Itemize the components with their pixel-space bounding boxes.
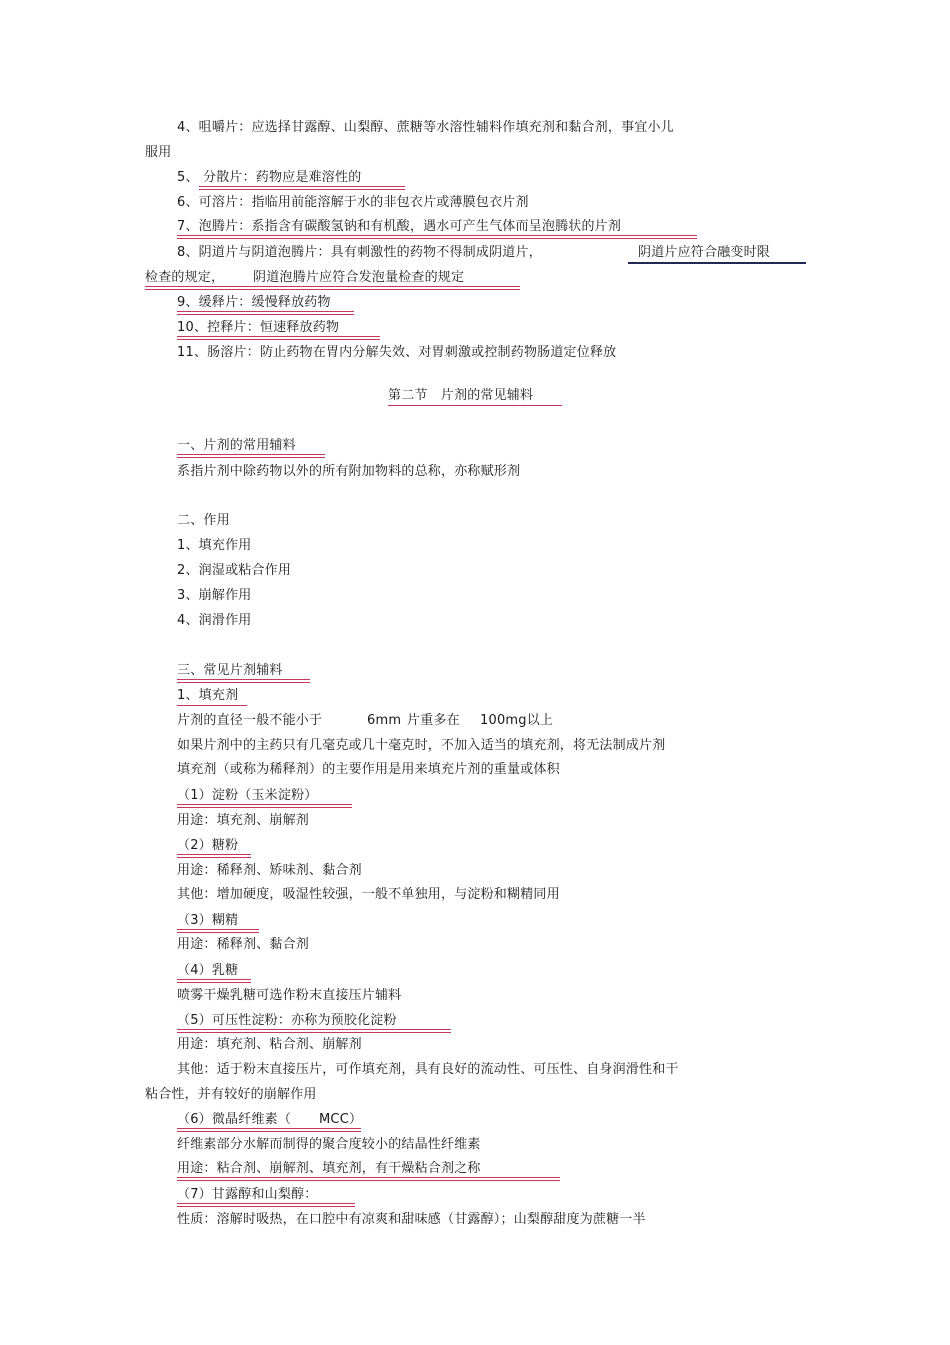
subheading: 1、填充剂: [177, 688, 239, 703]
text-line: 如果片剂中的主药只有几毫克或几十毫克时，不加入适当的填充剂，将无法制成片剂: [177, 738, 666, 753]
highlight-underline: [177, 804, 352, 808]
text-line: 用途：填充剂、粘合剂、崩解剂: [177, 1037, 362, 1052]
text-line: 5、 分散片：药物应是难溶性的: [177, 170, 362, 185]
heading: 二、作用: [177, 513, 230, 528]
highlight-underline: [628, 262, 806, 264]
highlight-underline: [177, 1029, 451, 1033]
item-heading: （6）微晶纤维素（: [177, 1112, 292, 1127]
text-line: 喷雾干燥乳糖可选作粉末直接压片辅料: [177, 988, 402, 1003]
text-line: 100mg以上: [480, 713, 554, 728]
highlight-underline: [199, 186, 405, 190]
highlight-underline: [177, 929, 259, 933]
text-line: 其他：增加硬度，吸湿性较强，一般不单独用，与淀粉和糊精同用: [177, 887, 560, 902]
text-line: 纤维素部分水解而制得的聚合度较小的结晶性纤维素: [177, 1137, 481, 1152]
text-line: 6、可溶片：指临用前能溶解于水的非包衣片或薄膜包衣片剂: [177, 195, 529, 210]
highlight-underline: [145, 286, 520, 290]
heading: 三、常见片剂辅料: [177, 663, 283, 678]
list-item: 1、填充作用: [177, 538, 252, 553]
text-line: 11、肠溶片：防止药物在胃内分解失效、对胃刺激或控制药物肠道定位释放: [177, 345, 617, 360]
text-line: 9、缓释片：缓慢释放药物: [177, 295, 331, 310]
highlight-underline: [177, 454, 325, 458]
highlight-underline: [177, 311, 354, 315]
item-heading: （2）糖粉: [177, 838, 239, 853]
title-underline: [388, 405, 562, 406]
text-line: 其他：适于粉末直接压片，可作填充剂，具有良好的流动性、可压性、自身润滑性和干: [177, 1062, 679, 1077]
text-line: 用途：填充剂、崩解剂: [177, 813, 310, 828]
text-line: 阴道泡腾片应符合发泡量检查的规定: [253, 270, 465, 285]
text-line: 填充剂（或称为稀释剂）的主要作用是用来填充片剂的重量或体积: [177, 762, 560, 777]
text-line: 性质：溶解时吸热，在口腔中有凉爽和甜味感（甘露醇）；山梨醇甜度为蔗糖一半: [177, 1212, 646, 1227]
item-heading: （1）淀粉（玉米淀粉）: [177, 788, 318, 803]
item-heading: （3）糊精: [177, 913, 239, 928]
text-line: 7、泡腾片：系指含有碳酸氢钠和有机酸，遇水可产生气体而呈泡腾状的片剂: [177, 219, 622, 234]
section-title: 第二节 片剂的常见辅料: [388, 388, 534, 403]
item-heading: （4）乳糖: [177, 963, 239, 978]
highlight-underline: [177, 679, 310, 683]
text-line: 10、控释片：恒速释放药物: [177, 320, 340, 335]
highlight-underline: [177, 1177, 560, 1181]
highlight-underline: [177, 979, 251, 983]
text-line: 6mm: [367, 713, 402, 728]
item-heading: （5）可压性淀粉：亦称为预胶化淀粉: [177, 1013, 397, 1028]
highlight-underline: [177, 235, 697, 239]
highlight-underline: [177, 1203, 355, 1207]
text-line: 系指片剂中除药物以外的所有附加物料的总称，亦称赋形剂: [177, 464, 521, 479]
item-heading: MCC）: [319, 1112, 363, 1127]
text-line: 用途：稀释剂、矫味剂、黏合剂: [177, 863, 362, 878]
highlight-underline: [177, 705, 247, 706]
text-line: 片剂的直径一般不能小于: [177, 713, 323, 728]
text-line: 服用: [145, 145, 172, 160]
text-line: 片重多在: [407, 713, 460, 728]
heading: 一、片剂的常用辅料: [177, 438, 296, 453]
highlight-underline: [177, 336, 380, 340]
list-item: 4、润滑作用: [177, 613, 252, 628]
highlight-underline: [177, 1128, 361, 1132]
text-line: 4、咀嚼片：应选择甘露醇、山梨醇、蔗糖等水溶性辅料作填充剂和黏合剂，事宜小儿: [177, 120, 674, 135]
text-line: 8、阴道片与阴道泡腾片：具有刺激性的药物不得制成阴道片，: [177, 245, 542, 260]
text-line: 检查的规定，: [145, 270, 225, 285]
item-heading: （7）甘露醇和山梨醇：: [177, 1187, 318, 1202]
text-line: 阴道片应符合融变时限: [638, 245, 771, 260]
list-item: 3、崩解作用: [177, 588, 252, 603]
highlight-underline: [177, 854, 251, 858]
text-line: 用途：稀释剂、黏合剂: [177, 937, 310, 952]
text-line: 粘合性，并有较好的崩解作用: [145, 1087, 317, 1102]
text-line: 用途：粘合剂、崩解剂、填充剂，有干燥粘合剂之称: [177, 1161, 481, 1176]
list-item: 2、润湿或粘合作用: [177, 563, 292, 578]
